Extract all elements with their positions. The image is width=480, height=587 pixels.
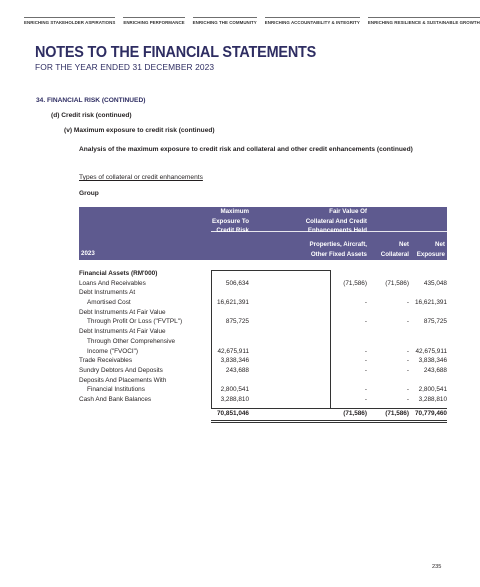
row-value: - (406, 347, 409, 355)
header-text: Other Fixed Assets (310, 250, 367, 258)
row-value: 506,634 (225, 279, 249, 287)
nav-tab-performance[interactable]: ENRICHING PERFORMANCE (123, 17, 184, 29)
header-text: Fair Value Of (329, 208, 367, 215)
row-value: - (406, 366, 409, 374)
row-label: Debt Instruments At Fair Value (79, 308, 166, 316)
table-header (79, 207, 447, 260)
total-value: (71,586) (385, 409, 409, 417)
row-label: Financial Institutions (87, 386, 145, 394)
header-text: Net (435, 241, 445, 248)
row-value: - (364, 386, 367, 394)
row-label: Debt Instruments At (79, 289, 136, 297)
page-title: NOTES TO THE FINANCIAL STATEMENTS (35, 44, 317, 61)
row-value: 2,800,541 (220, 386, 249, 394)
column-border-top (211, 270, 331, 271)
header-text: Properties, Aircraft, (309, 241, 367, 248)
row-value: 875,725 (225, 318, 249, 326)
row-value: (71,586) (385, 279, 409, 287)
row-label: Financial Assets (RM'000) (79, 270, 158, 277)
nav-tab-resilience[interactable]: ENRICHING RESILIENCE & SUSTAINABLE GROWTH (368, 17, 480, 29)
total-rule-top (211, 408, 447, 409)
row-value: 243,688 (225, 366, 249, 374)
row-value: 243,688 (423, 366, 447, 374)
header-divider (211, 231, 447, 232)
row-value: - (364, 318, 367, 326)
table-row (79, 396, 447, 406)
row-value: 3,288,810 (220, 395, 249, 403)
header-text: Exposure (416, 250, 445, 258)
header-year: 2023 (81, 250, 95, 257)
row-label: Deposits And Placements With (79, 376, 167, 384)
row-value: (71,586) (343, 279, 367, 287)
section-heading: 34. FINANCIAL RISK (CONTINUED) (36, 97, 146, 104)
total-row (79, 410, 447, 420)
row-value: 16,621,391 (415, 299, 447, 307)
total-rule-bottom-2 (211, 422, 447, 423)
row-value: 42,675,911 (217, 347, 249, 355)
row-label: Through Profit Or Loss ("FVTPL") (87, 318, 183, 326)
row-label: Loans And Receivables (79, 279, 146, 287)
types-heading: Types of collateral or credit enhancements (79, 174, 203, 181)
table-row (79, 299, 447, 309)
row-value: - (406, 386, 409, 394)
table-row (79, 289, 447, 299)
header-net-collateral (381, 240, 409, 259)
row-value: - (364, 299, 367, 307)
row-value: 435,048 (423, 279, 447, 287)
header-text: Net (399, 241, 409, 248)
row-label: Sundry Debtors And Deposits (79, 366, 163, 374)
table-row (79, 348, 447, 358)
page-number: 235 (432, 564, 442, 570)
row-label: Amortised Cost (87, 299, 131, 307)
row-value: - (406, 299, 409, 307)
row-value: 3,838,346 (418, 357, 447, 365)
table-row (79, 309, 447, 319)
row-value: - (406, 357, 409, 365)
row-value: - (364, 357, 367, 365)
table-row (79, 270, 447, 280)
top-navigation (24, 17, 480, 29)
total-value: 70,779,460 (415, 409, 447, 417)
table-row (79, 357, 447, 367)
subsection-heading: (d) Credit risk (continued) (51, 112, 132, 119)
row-value: 3,838,346 (220, 357, 249, 365)
table-row (79, 280, 447, 290)
row-value: - (406, 395, 409, 403)
table-row (79, 367, 447, 377)
table-row (79, 386, 447, 396)
header-net-exposure (417, 240, 445, 259)
analysis-paragraph: Analysis of the maximum exposure to credit risk and collateral and other credit enhancements (continued) (79, 146, 413, 153)
total-value: (71,586) (343, 409, 367, 417)
header-text: Exposure To (211, 217, 249, 225)
table-row (79, 338, 447, 348)
header-text: Maximum (220, 208, 249, 215)
row-label: Income ("FVOCI") (87, 347, 139, 355)
row-value: 16,621,391 (217, 299, 249, 307)
row-value: 3,288,810 (418, 395, 447, 403)
nav-tab-accountability[interactable]: ENRICHING ACCOUNTABILITY & INTEGRITY (265, 17, 360, 29)
nav-tab-stakeholder[interactable]: ENRICHING STAKEHOLDER ASPIRATIONS (24, 17, 115, 29)
total-rule-bottom-1 (211, 420, 447, 421)
row-value: - (406, 318, 409, 326)
row-value: 875,725 (423, 318, 447, 326)
row-value: 42,675,911 (415, 347, 447, 355)
header-text: Collateral And Credit (305, 217, 367, 225)
nav-tab-community[interactable]: ENRICHING THE COMMUNITY (193, 17, 257, 29)
row-value: 2,800,541 (418, 386, 447, 394)
header-text: Collateral (380, 250, 409, 258)
subsubsection-heading: (v) Maximum exposure to credit risk (continued) (64, 127, 215, 134)
column-border-left (211, 270, 212, 409)
column-border-right (330, 270, 331, 409)
group-label: Group (79, 190, 99, 197)
exposure-table (79, 270, 447, 419)
row-label: Trade Receivables (79, 357, 133, 365)
row-label: Through Other Comprehensive (87, 337, 176, 345)
page-subtitle: FOR THE YEAR ENDED 31 DECEMBER 2023 (35, 62, 215, 72)
row-value: - (364, 395, 367, 403)
total-value: 70,851,046 (217, 409, 249, 417)
table-row (79, 318, 447, 328)
row-value: - (364, 347, 367, 355)
table-row (79, 328, 447, 338)
row-label: Cash And Bank Balances (79, 395, 152, 403)
header-properties (309, 240, 367, 259)
row-label: Debt Instruments At Fair Value (79, 328, 166, 336)
table-row (79, 377, 447, 387)
row-value: - (364, 366, 367, 374)
